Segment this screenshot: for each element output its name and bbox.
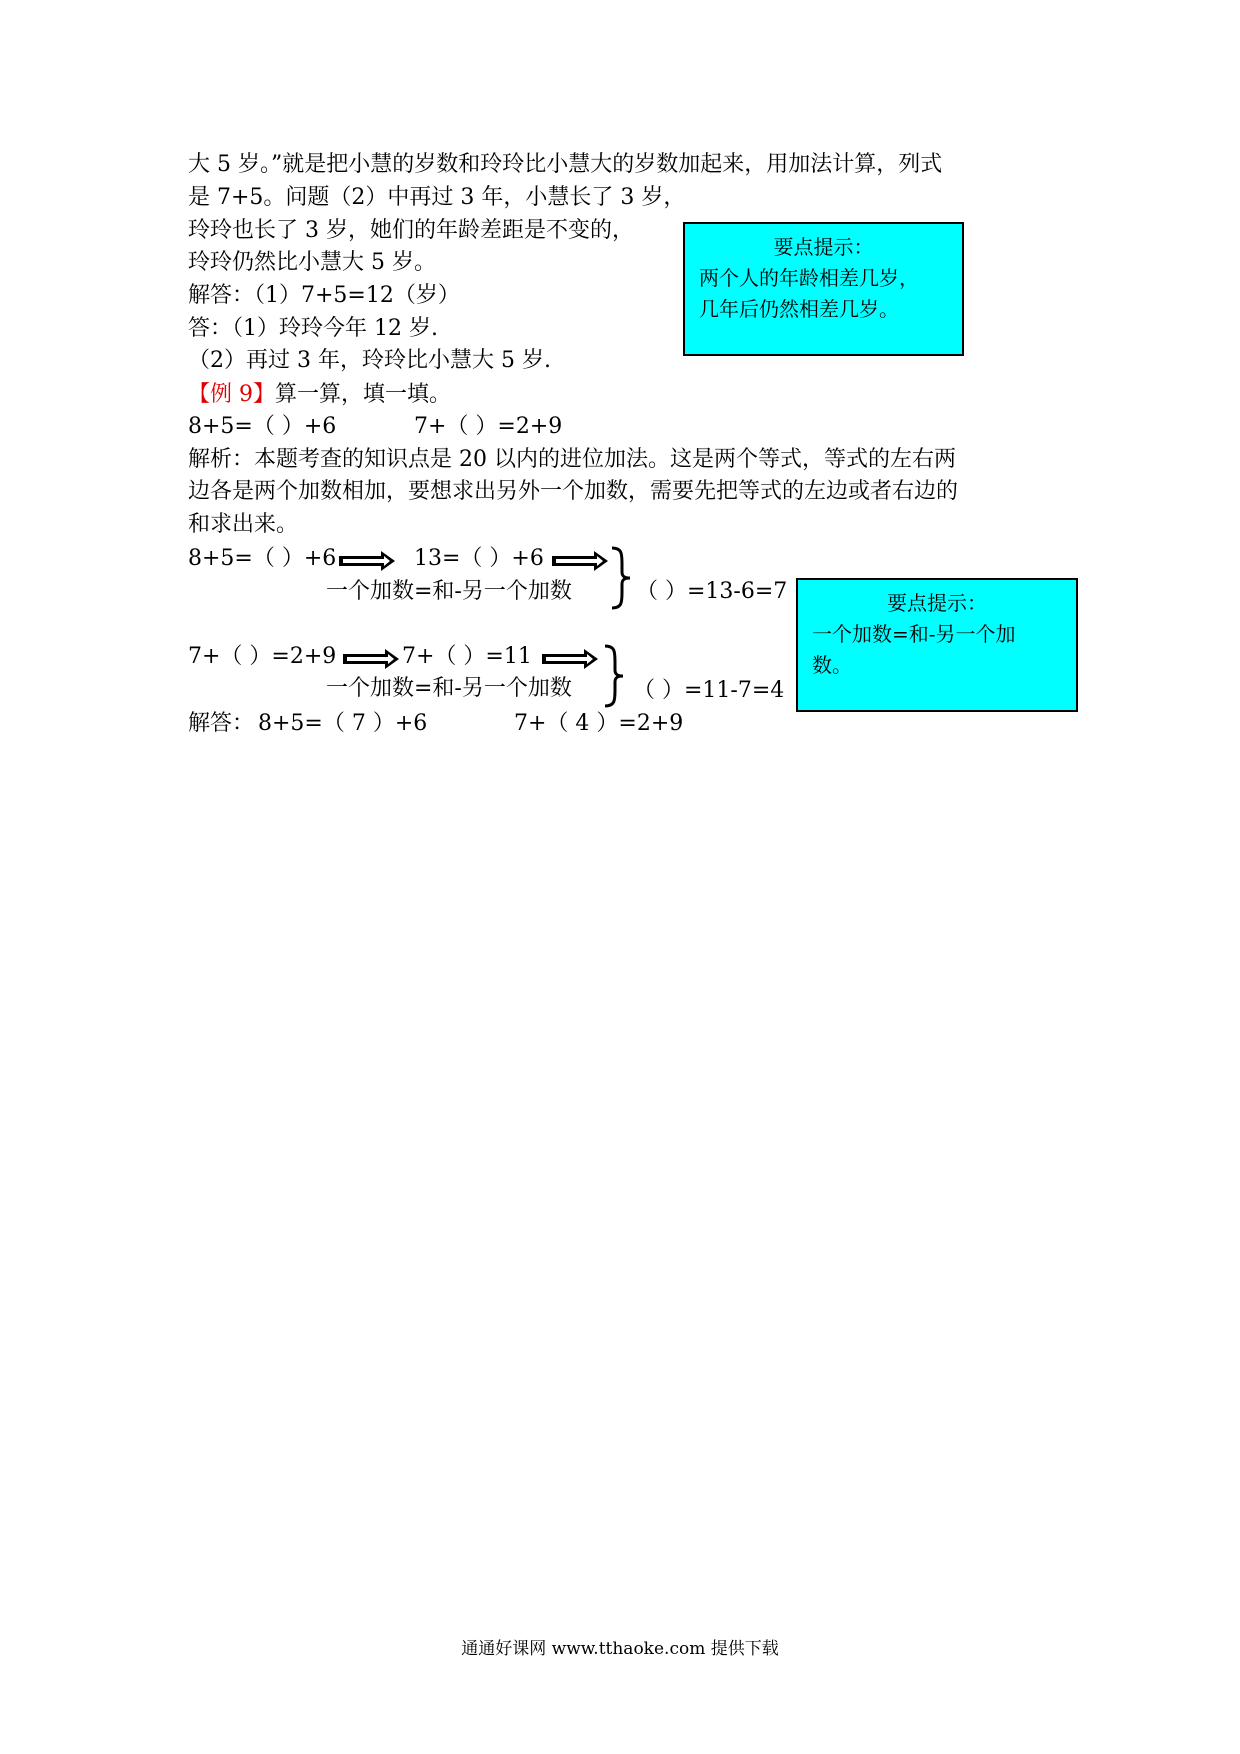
flow-a-start: 8+5=（ ）+6 (188, 546, 337, 571)
example-prompt: 算一算，填一填。 (275, 382, 452, 407)
intro-line-1: 大 5 岁。”就是把小慧的岁数和玲玲比小慧大的岁数加起来，用加法计算，列式 (188, 152, 943, 177)
final-answer-2: 7+（ 4 ）=2+9 (514, 711, 684, 736)
intro-line-4: 玲玲仍然比小慧大 5 岁。 (188, 250, 436, 275)
answer-line-3: （2）再过 3 年，玲玲比小慧大 5 岁. (188, 348, 551, 373)
tip-title: 要点提示： (887, 591, 987, 615)
tip-title: 要点提示： (773, 235, 874, 259)
example-equation-2: 7+（ ）=2+9 (414, 414, 563, 439)
tip-box-addend (796, 578, 1078, 712)
analysis-line-2: 边各是两个加数相加，要想求出另外一个加数，需要先把等式的左边或者右边的 (188, 479, 959, 504)
example-heading (188, 380, 451, 410)
analysis-line-1: 解析：本题考查的知识点是 20 以内的进位加法。这是两个等式，等式的左右两 (188, 447, 956, 472)
intro-line-3: 玲玲也长了 3 岁，她们的年龄差距是不变的， (188, 218, 634, 243)
flow-a-result: （ ）=13-6=7 (636, 579, 788, 604)
double-arrow-icon (341, 648, 401, 670)
tip-line-1: 两个人的年龄相差几岁， (699, 266, 919, 290)
double-arrow-icon (540, 648, 600, 670)
answer-line-1: 解答：（1）7+5=12（岁） (188, 283, 460, 308)
page-footer: 通通好课网 www.tthaoke.com 提供下载 (461, 1639, 779, 1659)
tip-box-age (683, 222, 964, 356)
example-equation-1: 8+5=（ ）+6 (188, 414, 337, 439)
right-brace-icon (610, 546, 632, 610)
double-arrow-icon (550, 550, 610, 572)
flow-a-mid: 13=（ ）+6 (414, 546, 544, 571)
flow-b-start: 7+（ ）=2+9 (188, 644, 337, 669)
tip-line-1: 一个加数=和-另一个加 (812, 622, 1016, 646)
flow-b-mid: 7+（ ）=11 (402, 644, 532, 669)
double-arrow-icon (337, 550, 397, 572)
right-brace-icon (603, 644, 625, 708)
flow-a-rule: 一个加数=和-另一个加数 (326, 579, 572, 604)
flow-b-rule: 一个加数=和-另一个加数 (326, 676, 572, 701)
intro-line-2: 是 7+5。问题（2）中再过 3 年，小慧长了 3 岁， (188, 185, 686, 210)
answer-line-2: 答：（1）玲玲今年 12 岁. (188, 316, 438, 341)
tip-line-2: 数。 (812, 653, 852, 677)
flow-b-result: （ ）=11-7=4 (633, 678, 785, 703)
analysis-line-3: 和求出来。 (188, 512, 299, 537)
final-answer-1: 8+5=（ 7 ）+6 (258, 711, 428, 736)
final-answer-label: 解答： (188, 711, 255, 736)
example-tag: 【例 9】 (188, 382, 275, 407)
tip-line-2: 几年后仍然相差几岁。 (699, 297, 899, 321)
